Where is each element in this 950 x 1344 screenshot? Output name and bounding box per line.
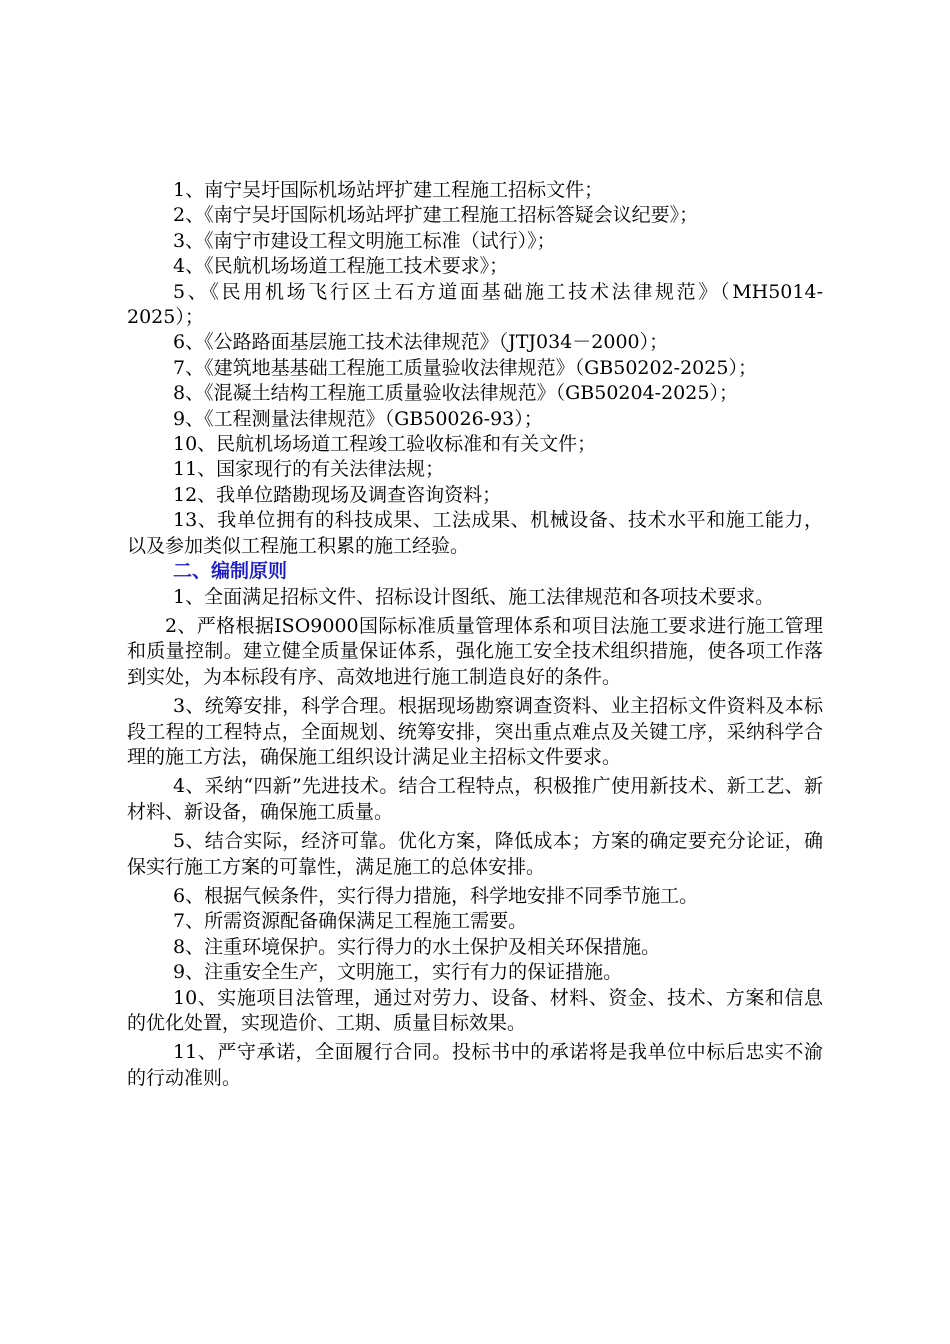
basis-item-7: 7、《建筑地基基础工程施工质量验收法律规范》（GB50202-2025）； [173,356,757,379]
principle-1: 1、全面满足招标文件、招标设计图纸、施工法律规范和各项技术要求。 [173,585,775,608]
document-page [127,178,823,1091]
basis-item-4: 4、《民航机场场道工程施工技术要求》； [173,255,509,278]
basis-item-11: 11、国家现行的有关法律法规； [173,458,445,481]
basis-item-3: 3、《南宁市建设工程文明施工标准（试行）》； [173,229,556,252]
basis-item-6: 6、《公路路面基层施工技术法律规范》（JTJ034－2000）； [173,331,669,354]
principle-4: 4、采纳“四新”先进技术。结合工程特点，积极推广使用新技术、新工艺、新材料、新设备，确保施工质量。 [127,775,823,823]
section-heading: 二、编制原则 [173,560,288,583]
principle-3: 3、统筹安排，科学合理。根据现场勘察调查资料、业主招标文件资料及本标段工程的工程特点，全面规划、统筹安排，突出重点难点及关键工序，采纳科学合理的施工方法，确保施工组织设计满足业主招标文件要求。 [127,695,823,768]
principle-7: 7、所需资源配备确保满足工程施工需要。 [173,910,528,933]
principle-2: 2、严格根据ISO9000国际标准质量管理体系和项目法施工要求进行施工管理和质量控制。建立健全质量保证体系，强化施工安全技术组织措施，使各项工作落到实处，为本标段有序、高效地进行施工制造良好的条件。 [127,614,823,688]
basis-item-12: 12、我单位踏勘现场及调查咨询资料； [173,483,502,506]
basis-item-8: 8、《混凝土结构工程施工质量验收法律规范》（GB50204-2025）； [173,382,738,405]
basis-item-9: 9、《工程测量法律规范》（GB50026-93）； [173,407,543,430]
principle-8: 8、注重环境保护。实行得力的水土保护及相关环保措施。 [173,935,661,958]
principle-9: 9、注重安全生产，文明施工，实行有力的保证措施。 [173,961,623,984]
basis-item-10: 10、民航机场场道工程竣工验收标准和有关文件； [173,433,597,456]
principle-10: 10、实施项目法管理，通过对劳力、设备、材料、资金、技术、方案和信息的优化处置，实现造价、工期、质量目标效果。 [127,986,823,1034]
basis-item-2: 2、《南宁吴圩国际机场站坪扩建工程施工招标答疑会议纪要》； [173,204,699,227]
basis-item-1: 1、南宁吴圩国际机场站坪扩建工程施工招标文件； [173,179,604,201]
basis-item-13: 13、我单位拥有的科技成果、工法成果、机械设备、技术水平和施工能力，以及参加类似工程施工积累的施工经验。 [127,509,823,557]
principle-5: 5、结合实际，经济可靠。优化方案，降低成本；方案的确定要充分论证，确保实行施工方案的可靠性，满足施工的总体安排。 [127,830,823,878]
basis-item-5: 5、《民用机场飞行区土石方道面基础施工技术法律规范》（MH5014-2025）； [127,280,823,329]
principle-6: 6、根据气候条件，实行得力措施，科学地安排不同季节施工。 [173,884,699,907]
principle-11: 11、严守承诺，全面履行合同。投标书中的承诺将是我单位中标后忠实不渝的行动准则。 [127,1041,823,1089]
